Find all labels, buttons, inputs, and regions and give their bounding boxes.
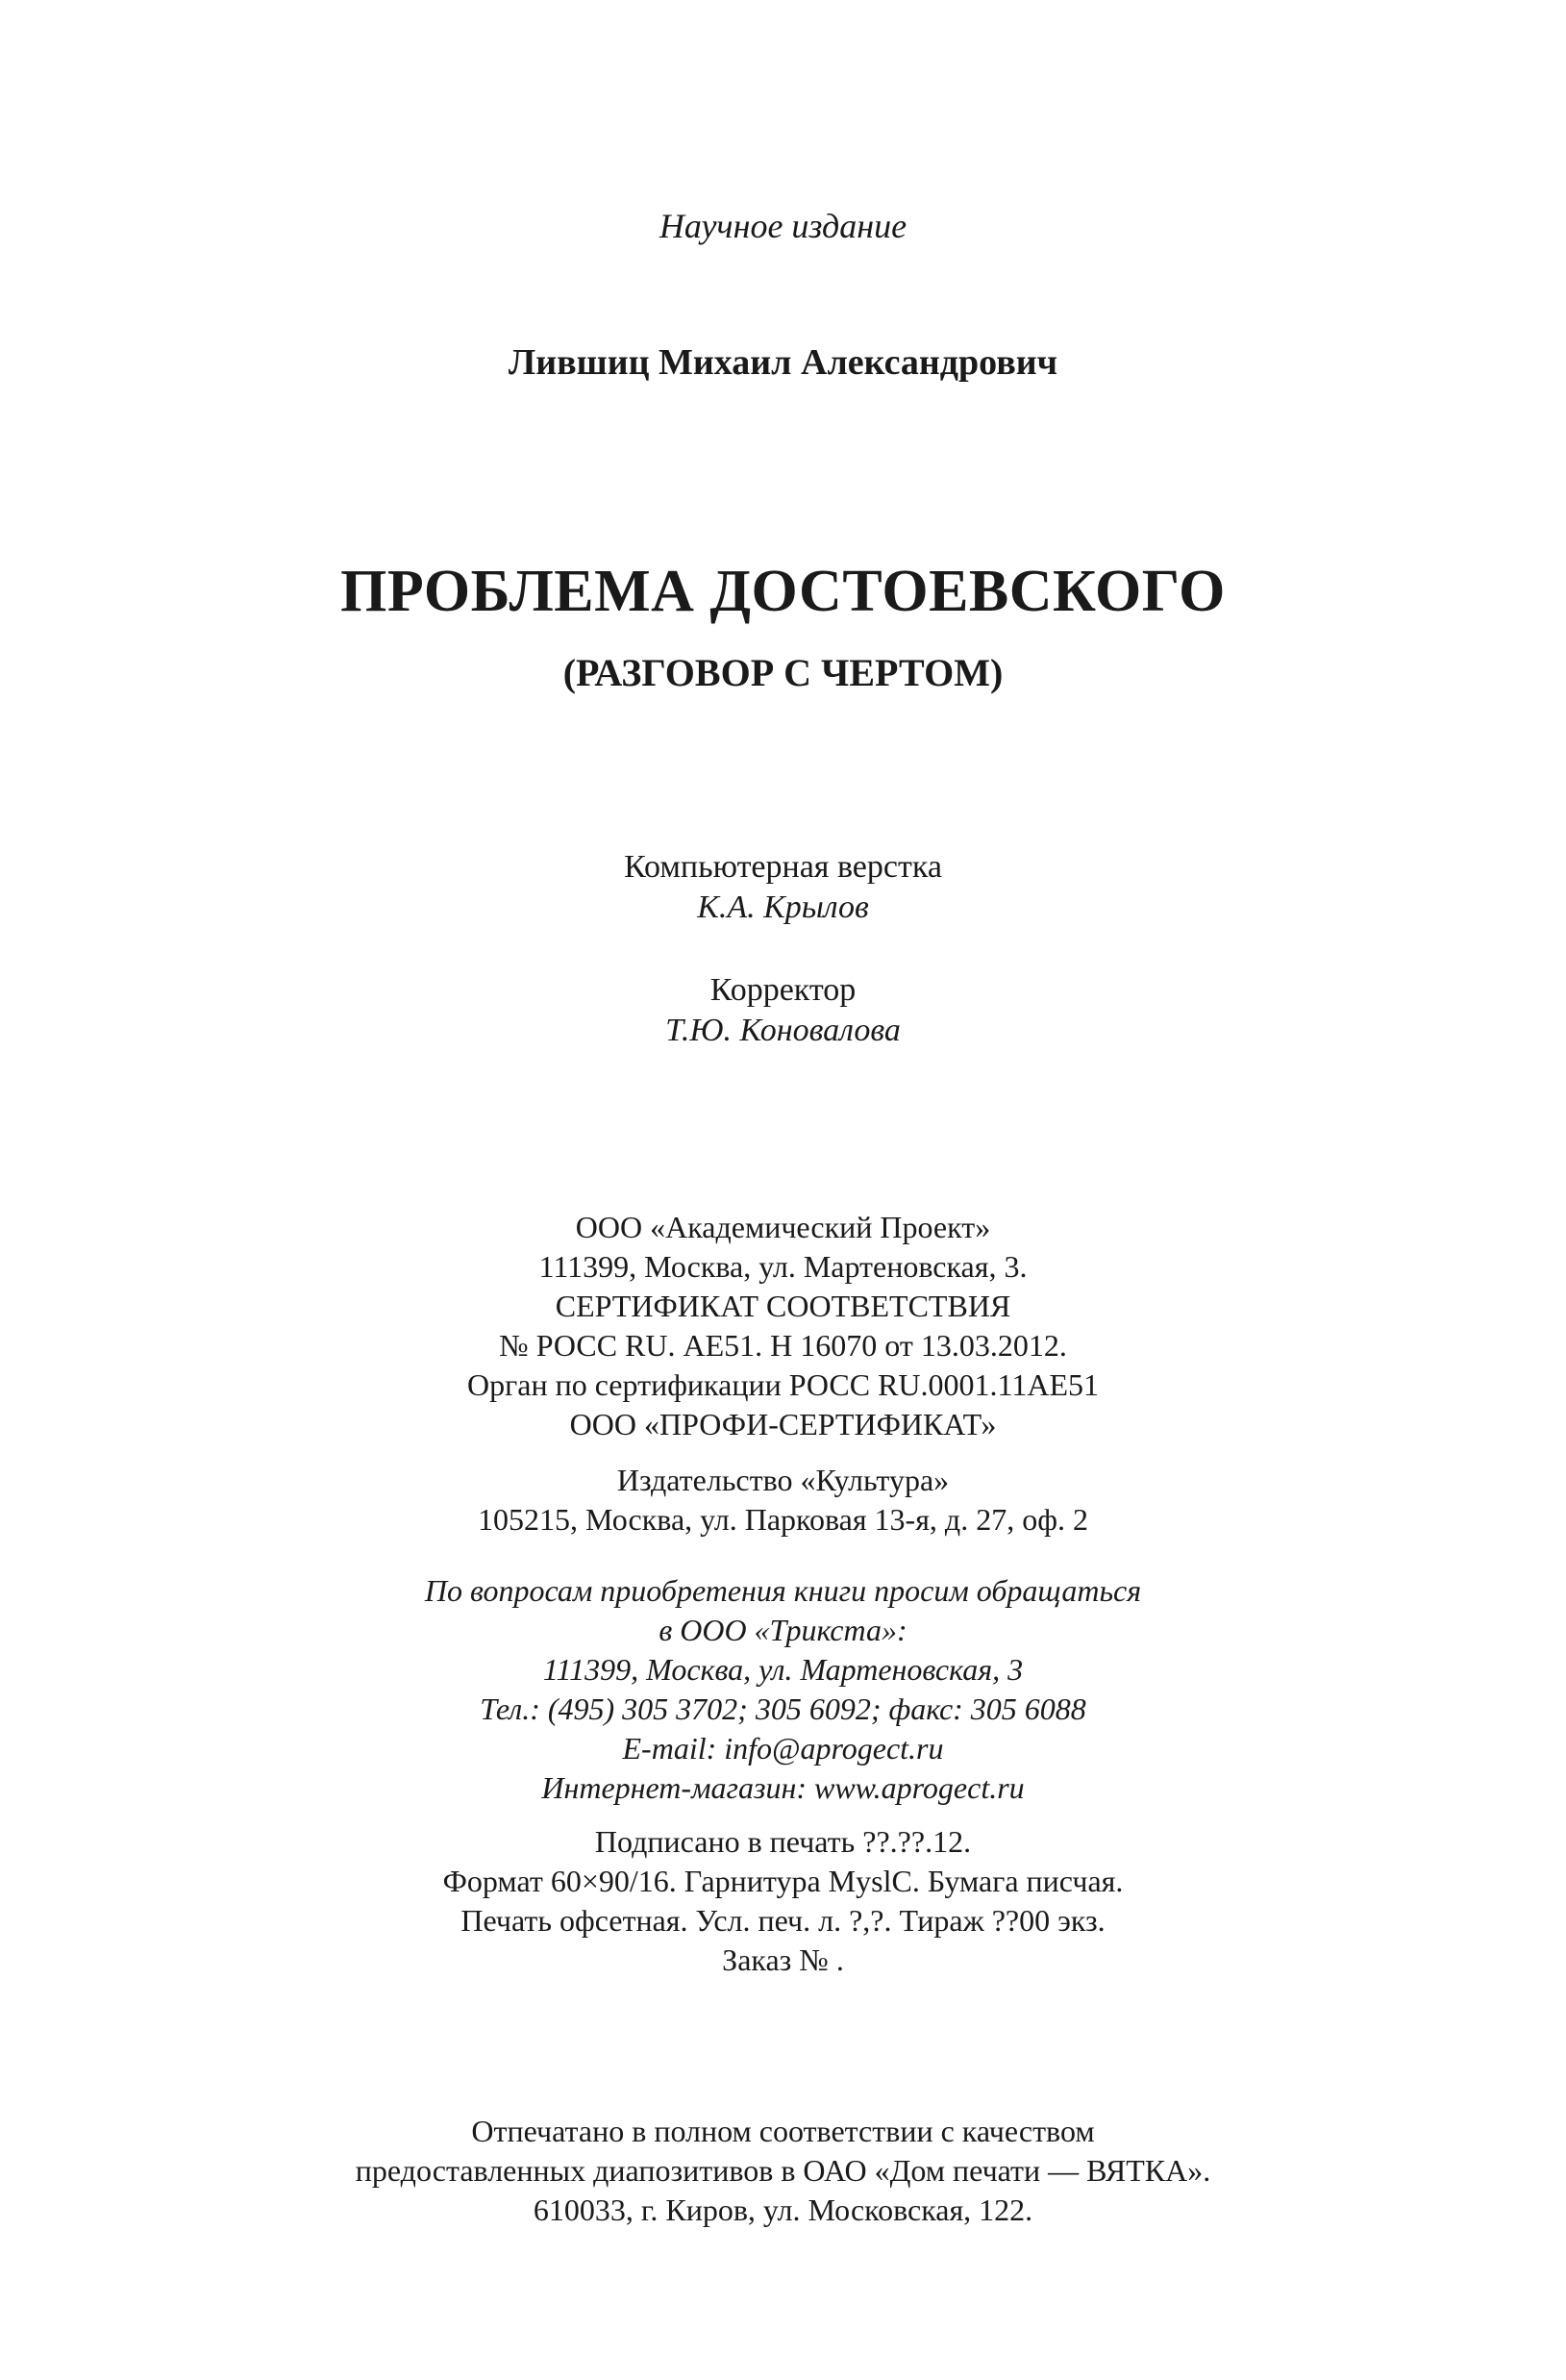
book-subtitle: (РАЗГОВОР С ЧЕРТОМ)	[562, 651, 1004, 694]
credit-typesetting	[0, 847, 1566, 928]
contact-line: Тел.: (495) 305 3702; 305 6092; факс: 305 6088	[480, 1691, 1086, 1726]
spec-line: Печать офсетная. Усл. печ. л. ?,?. Тираж ??00 экз.	[460, 1903, 1106, 1938]
credit-role: Корректор	[709, 972, 857, 1008]
contact-line: По вопросам приобретения книги просим обращаться	[424, 1573, 1142, 1608]
publisher-line: Издательство «Культура»	[616, 1463, 950, 1497]
imprint-line: СЕРТИФИКАТ СООТВЕТСТВИЯ	[555, 1289, 1011, 1323]
spec-line: Заказ № .	[722, 1942, 844, 1977]
imprint-line: № РОСС RU. АЕ51. Н 16070 от 13.03.2012.	[499, 1328, 1067, 1363]
web-shop-line: Интернет-магазин: www.aprogect.ru	[541, 1770, 1025, 1805]
credit-role: Компьютерная верстка	[624, 849, 942, 885]
printer-info	[0, 2112, 1566, 2230]
edition-type: Научное издание	[659, 207, 907, 245]
ordering-contacts	[0, 1571, 1566, 1808]
print-specifications	[0, 1822, 1566, 1980]
publisher-line: 105215, Москва, ул. Парковая 13-я, д. 27, оф. 2	[478, 1502, 1088, 1537]
credit-name: К.А. Крылов	[697, 889, 869, 925]
contact-line: в ООО «Трикста»:	[659, 1613, 907, 1647]
imprint-line: Орган по сертификации РОСС RU.0001.11АЕ51	[467, 1367, 1099, 1402]
second-publisher	[0, 1461, 1566, 1540]
contact-line: 111399, Москва, ул. Мартеновская, 3	[542, 1652, 1024, 1687]
book-title: ПРОБЛЕМА ДОСТОЕВСКОГО	[340, 559, 1226, 624]
imprint-line: 111399, Москва, ул. Мартеновская, 3.	[538, 1249, 1028, 1284]
imprint-line: ООО «Академический Проект»	[575, 1210, 991, 1244]
printer-line: 610033, г. Киров, ул. Московская, 122.	[533, 2192, 1033, 2227]
email-line: E-mail: info@aprogect.ru	[622, 1731, 944, 1766]
printer-line: предоставленных диапозитивов в ОАО «Дом печати — ВЯТКА».	[355, 2153, 1211, 2188]
credit-name: Т.Ю. Коновалова	[665, 1013, 901, 1048]
spec-line: Формат 60×90/16. Гарнитура MyslC. Бумага писчая.	[442, 1864, 1124, 1898]
author-name: Лившиц Михаил Александрович	[508, 342, 1058, 383]
credit-proofreader	[0, 970, 1566, 1051]
imprint-line: ООО «ПРОФИ-СЕРТИФИКАТ»	[569, 1407, 997, 1441]
printer-line: Отпечатано в полном соответствии с качеством	[471, 2114, 1095, 2148]
publisher-imprint	[0, 1208, 1566, 1444]
spec-line: Подписано в печать ??.??.12.	[594, 1824, 972, 1859]
